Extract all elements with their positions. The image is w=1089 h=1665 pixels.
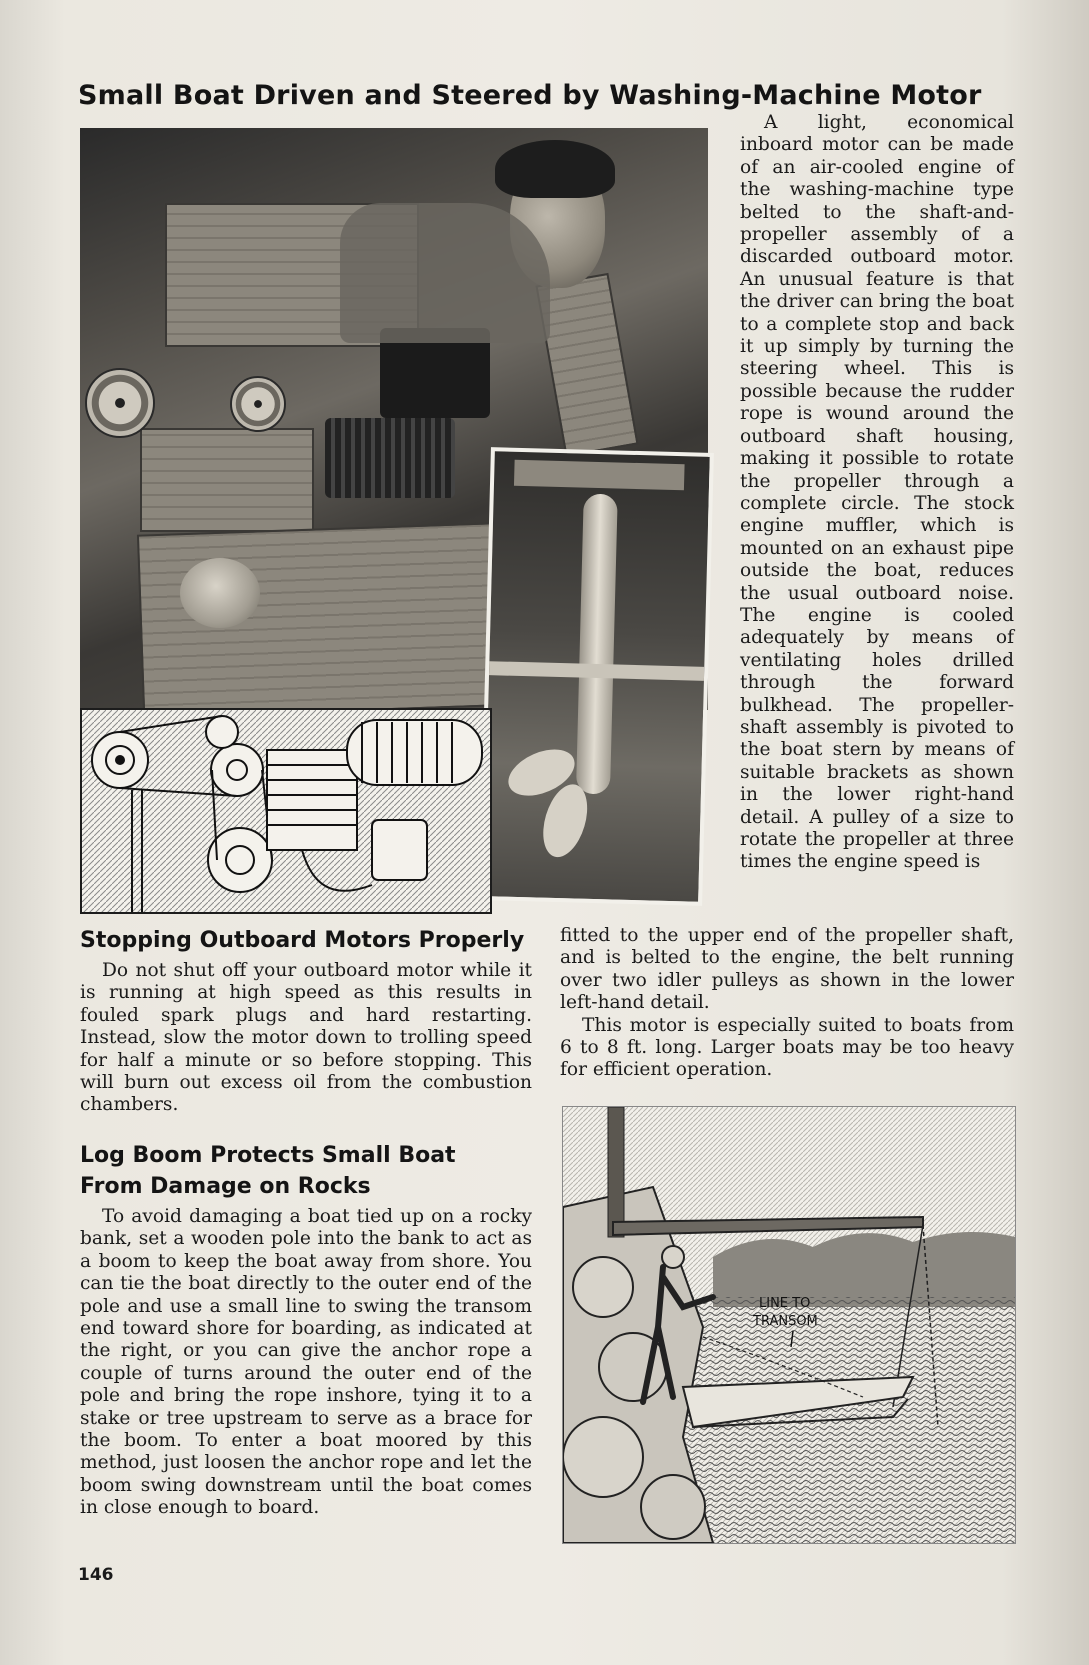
log-boom-article: [80, 1140, 532, 1520]
propeller-shaft: [576, 494, 618, 795]
main-article-paragraph-2: This motor is especially suited to boats from 6 to 8 ft. long. Larger boats may be too heavy for efficient operation.: [560, 1014, 1014, 1081]
log-boom-illustration: [562, 1106, 1016, 1544]
idler-pulley: [230, 376, 286, 432]
main-article-column: [740, 112, 1014, 874]
deck-plank: [140, 428, 314, 532]
main-article-continuation: [560, 925, 1014, 1082]
transom-edge: [489, 661, 704, 681]
drive-pulley: [85, 368, 155, 438]
log-boom-title-line-2: From Damage on Rocks: [80, 1174, 371, 1199]
page-number: 146: [78, 1565, 114, 1585]
engine-cylinder: [325, 418, 455, 498]
shaft-bracket: [514, 460, 685, 490]
stopping-article-body: Do not shut off your outboard motor while it is running at high speed as this results in fouled spark plugs and hard restarting. Instead, slow the motor down to trolling speed for half a minute or so before stopping. This will burn out excess oil from the combustion chambers.: [80, 960, 532, 1116]
log-boom-body: To avoid damaging a boat tied up on a rocky bank, set a wooden pole into the bank to act as a boom to keep the boat away from shore. You can tie the boat directly to the outer end of the pole and use a small line to swing the transom end toward shore for boarding, as indicated at the right, or you can give the anchor rope a couple of turns around the outer end of the pole and bring the rope inshore, tying it to a stake or tree upstream to serve as a brace for the boom. To enter a boat moored by this method, just loosen the anchor rope and let the boom swing downstream until the boat comes in close enough to board.: [80, 1206, 532, 1519]
page-headline: Small Boat Driven and Steered by Washing-Machine Motor: [78, 80, 982, 111]
main-article-paragraph-cont: fitted to the upper end of the propeller shaft, and is belted to the engine, the belt running over two idler pulleys as shown in the lower left-hand detail.: [560, 925, 1014, 1014]
man-cap: [495, 140, 615, 198]
engine-belt-svg: [82, 710, 490, 912]
stopping-article: [80, 925, 532, 1117]
engine-muffler: [180, 558, 260, 628]
bleed-through-text: [1061, 78, 1075, 118]
main-article-paragraph: A light, economical inboard motor can be made of an air-cooled engine of the washing-machine type belted to the shaft-and-propeller assembly of a discarded outboard motor. An unusual feature is that the driver can bring the boat to a complete stop and back it up simply by turning the steering wheel. This is possible because the rudder rope is wound around the outboard shaft housing, making it possible to rotate the propeller through a complete circle. The stock engine muffler, which is mounted on an exhaust pipe outside the boat, reduces the usual outboard noise. The engine is cooled adequately by means of ventilating holes drilled through the forward bulkhead. The propeller-shaft assembly is pivoted to the boat stern by means of suitable brackets as shown in the lower right-hand detail. A pulley of a size to rotate the propeller at three times the engine speed is: [740, 112, 1014, 873]
stopping-article-title: Stopping Outboard Motors Properly: [80, 928, 525, 953]
gunwale: [535, 273, 638, 457]
engine-belt-drawing: [80, 708, 492, 914]
line-to-label: LINE TO: [759, 1296, 811, 1311]
log-boom-title-line-1: Log Boom Protects Small Boat: [80, 1143, 456, 1168]
man-arm: [340, 203, 550, 343]
propeller-detail-photo: [479, 447, 714, 906]
transom-label: TRANSOM: [753, 1314, 818, 1329]
log-boom-svg: [563, 1107, 1015, 1543]
